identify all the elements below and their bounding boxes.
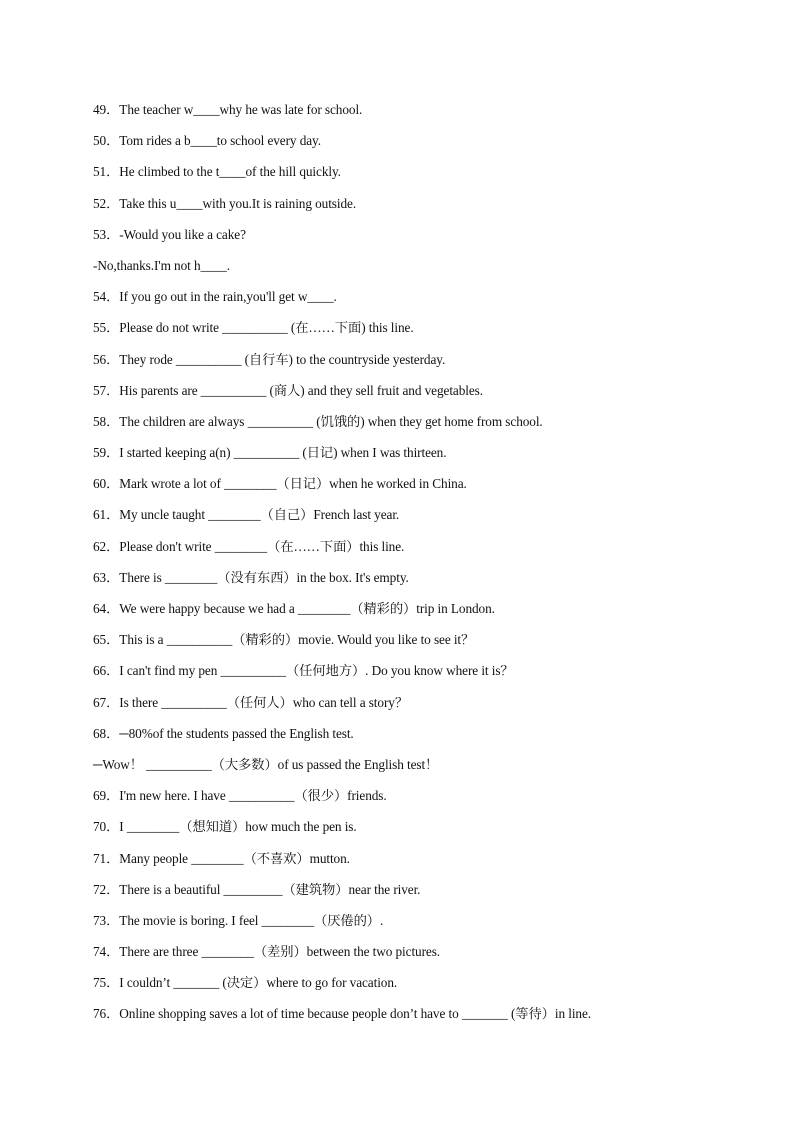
exercise-line: 72．There is a beautiful _________（建筑物）near the river. (93, 881, 421, 897)
exercise-line: 59．I started keeping a(n) __________ (日记) when I was thirteen. (93, 445, 447, 461)
exercise-line: 65．This is a __________（精彩的）movie. Would you like to see it？ (93, 632, 475, 648)
exercise-line: -No,thanks.I'm not h____. (93, 257, 230, 273)
exercise-line: 70．I ________（想知道）how much the pen is. (93, 819, 357, 835)
exercise-line: 51．He climbed to the t____of the hill quickly. (93, 164, 341, 180)
exercise-line: 53．-Would you like a cake? (93, 226, 246, 242)
exercise-line: 52．Take this u____with you.It is raining outside. (93, 195, 357, 211)
exercise-line: 57．His parents are __________ (商人) and they sell fruit and vegetables. (93, 382, 483, 398)
exercise-line: 76．Online shopping saves a lot of time because people don’t have to _______ (等待）in line. (93, 1006, 591, 1022)
exercise-line: 56．They rode __________ (自行车) to the countryside yesterday. (93, 351, 446, 367)
exercise-line: 55．Please do not write __________ (在……下面) this line. (93, 320, 414, 336)
exercise-line: 64．We were happy because we had a ________（精彩的）trip in London. (93, 601, 495, 616)
exercise-line: 74．There are three ________（差别）between the two pictures. (93, 944, 441, 960)
exercise-line: 73．The movie is boring. I feel ________（厌倦的）. (93, 912, 384, 928)
exercise-line: 63．There is ________（没有东西）in the box. It's empty. (93, 569, 409, 585)
exercise-line: 66．I can't find my pen __________（任何地方）. Do you know where it is？ (93, 663, 514, 679)
exercise-line: 54．If you go out in the rain,you'll get w____. (93, 289, 337, 305)
exercise-list (93, 100, 733, 1036)
exercise-line: 50．Tom rides a b____to school every day. (93, 133, 321, 149)
exercise-line: 71．Many people ________（不喜欢）mutton. (93, 850, 350, 866)
exercise-line: 75．I couldn’t _______ (决定）where to go for vacation. (93, 975, 398, 991)
exercise-line: 68．─80%of the students passed the English test. (93, 725, 354, 741)
exercise-line: 62．Please don't write ________（在……下面）this line. (93, 538, 405, 554)
exercise-line: 58．The children are always __________ (饥饿的) when they get home from school. (93, 413, 543, 429)
exercise-line: 60．Mark wrote a lot of ________（日记）when he worked in China. (93, 476, 467, 492)
exercise-line: 69．I'm new here. I have __________（很少）friends. (93, 788, 387, 804)
exercise-line: 67．Is there __________（任何人）who can tell a story？ (93, 694, 409, 710)
exercise-line: ─Wow！ __________（大多数）of us passed the English test！ (93, 756, 439, 772)
exercise-line: 49．The teacher w____why he was late for school. (93, 102, 363, 117)
exercise-line: 61．My uncle taught ________（自己）French last year. (93, 507, 400, 523)
